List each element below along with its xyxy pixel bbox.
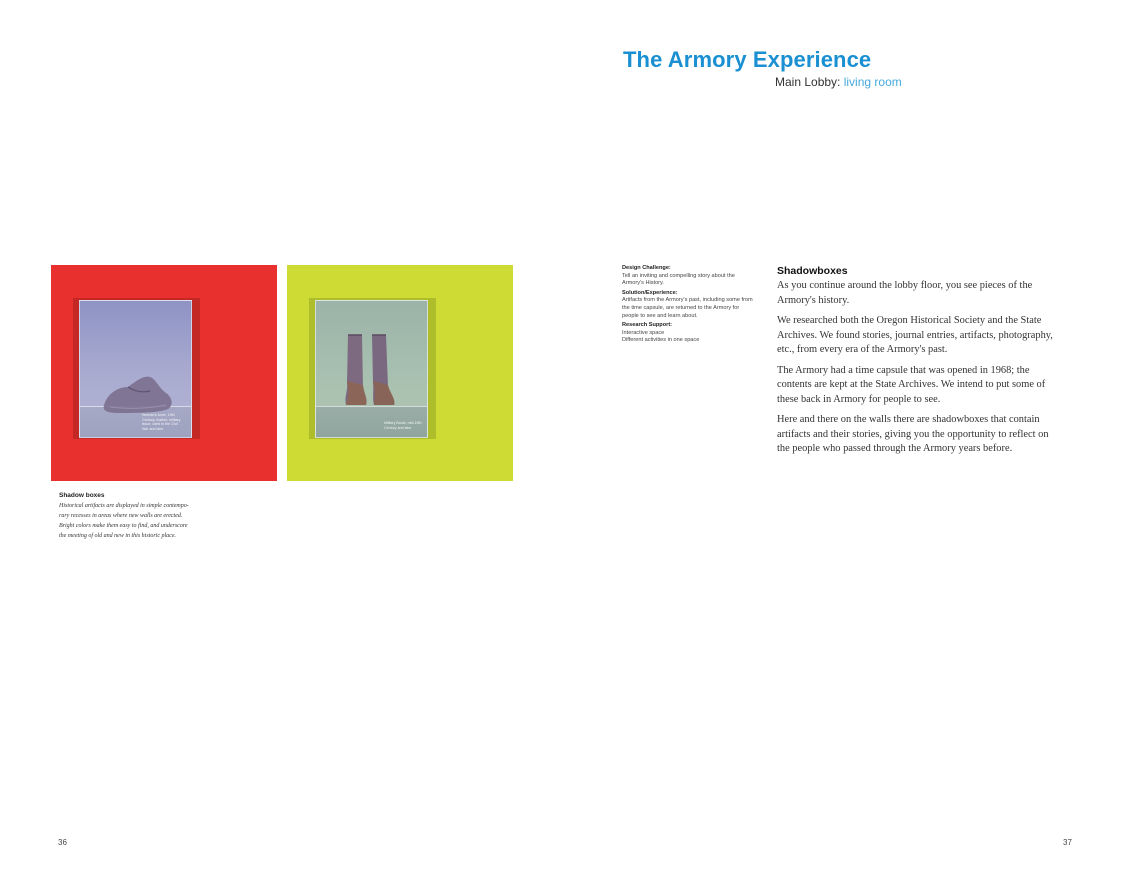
- shadowbox-recess: [73, 298, 200, 439]
- body-paragraph: The Armory had a time capsule that was opened in 1968; the contents are kept at the State Archives. We intend to put some of these back in Armory for people to see.: [777, 364, 1046, 405]
- boots-image: [338, 331, 408, 411]
- caption-title: Shadow boxes: [59, 492, 105, 499]
- caption-text: Historical artifacts are displayed in simple contempo- rary recesses in areas where new walls are erected. Bright colors make them easy to find, and underscore the meeting of old and new in this historic place.: [59, 503, 189, 539]
- shadowbox: [79, 300, 192, 438]
- page-number-right: 37: [1063, 838, 1072, 847]
- research-label: Research Support:: [622, 322, 673, 329]
- challenge-text: Tell an inviting and compelling story about the Armory's History.: [622, 272, 735, 287]
- page-title: The Armory Experience: [623, 47, 872, 72]
- research-item: Interactive space: [622, 329, 665, 336]
- subtitle-prefix: Main Lobby:: [775, 75, 841, 89]
- page-number-left: 36: [58, 838, 67, 847]
- design-brief: [622, 265, 754, 347]
- body-paragraph: We researched both the Oregon Historical Society and the State Archives. We found stories, journal entries, artifacts, photography, etc., from every era of the Armory's past.: [777, 315, 1053, 355]
- research-item: Different activities in one space: [622, 337, 700, 344]
- shoe-label: Woman's shoe, 19th Century, leather, military issue, used in the Civil War and later: [142, 413, 181, 431]
- body-paragraph: As you continue around the lobby floor, you see pieces of the Armory's history.: [777, 280, 1033, 306]
- shadowbox: [315, 300, 428, 438]
- subtitle-accent: living room: [843, 75, 902, 89]
- page-subtitle: [775, 75, 902, 89]
- body-text: [777, 279, 1060, 463]
- boots-label: Military Boots, mid-19th Century and later: [384, 421, 422, 430]
- challenge-label: Design Challenge:: [622, 265, 671, 271]
- body-paragraph: Here and there on the walls there are shadowboxes that contain artifacts and their stories, giving you the opportunity to reflect on the people who passed through the Armory years before.: [777, 414, 1049, 454]
- shadowbox-recess: [309, 298, 436, 439]
- solution-text: Artifacts from the Armory's past, including some from the time capsule, are returned to the Armory for people to see and learn about.: [622, 297, 753, 319]
- shadowbox-panel-green: [287, 265, 513, 481]
- shoe-image: [98, 367, 178, 417]
- section-title: Shadowboxes: [777, 265, 848, 277]
- shadowbox-panel-red: [51, 265, 277, 481]
- solution-label: Solution/Experience:: [622, 289, 678, 296]
- figure-caption: [59, 492, 199, 541]
